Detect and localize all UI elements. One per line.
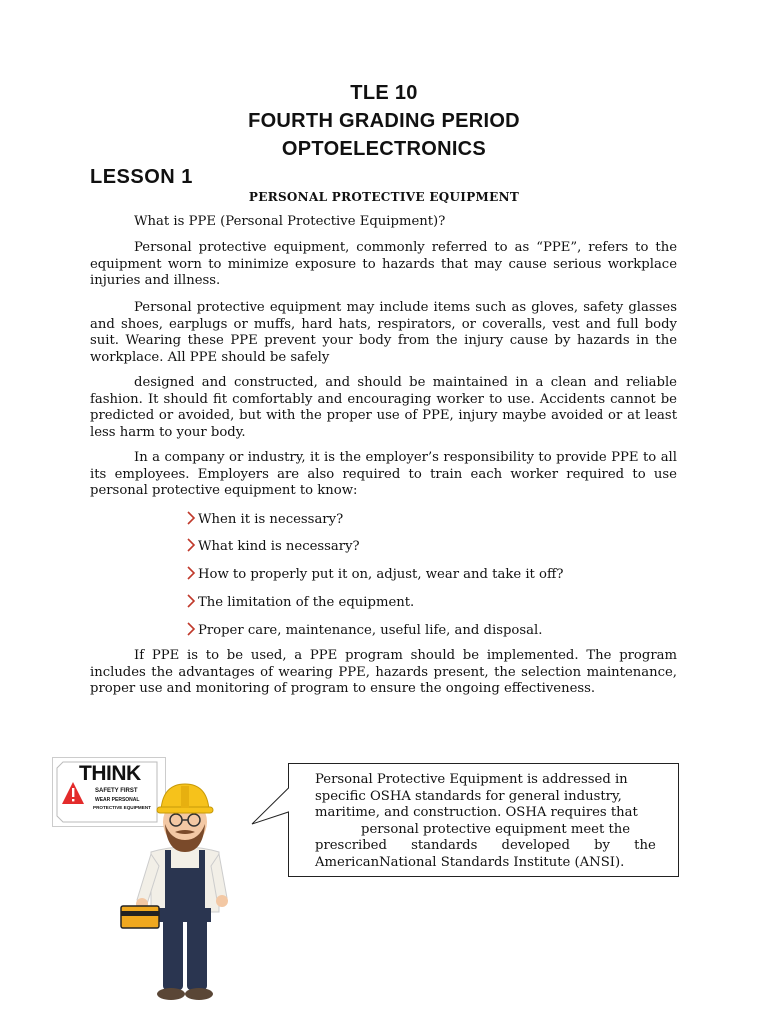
title-line-2: FOURTH GRADING PERIOD bbox=[248, 110, 520, 132]
topic-heading: PERSONAL PROTECTIVE EQUIPMENT bbox=[248, 190, 520, 204]
paragraph-design: designed and constructed, and should be maintained in a clean and reliable fashion. It should fit comfortably and encouraging worker to use. Accidents cannot be predicted or avoided, but with the proper use of PPE, injury maybe avoided or at least less harm to your body. bbox=[90, 375, 677, 440]
chevron-right-icon bbox=[186, 538, 196, 552]
paragraph-employer: In a company or industry, it is the employer’s responsibility to provide PPE to all its employees. Employers are also required to train each worker required to use personal protective equipment to know: bbox=[90, 450, 677, 498]
list-item: Proper care, maintenance, useful life, and disposal. bbox=[186, 622, 542, 639]
list-item: How to properly put it on, adjust, wear and take it off? bbox=[186, 566, 563, 583]
list-item: What kind is necessary? bbox=[186, 538, 360, 555]
bubble-text: Personal Protective Equipment is addressed in specific OSHA standards for general industry, maritime, and construction. OSHA requires that personal protective equipment meet the prescribed standards developed by the AmericanNational Standards Institute (ANSI). bbox=[315, 772, 656, 870]
list-item: The limitation of the equipment. bbox=[186, 594, 414, 611]
sign-line-3: PROTECTIVE EQUIPMENT bbox=[93, 805, 151, 810]
sign-line-2: WEAR PERSONAL bbox=[95, 797, 140, 803]
title-line-3: OPTOELECTRONICS bbox=[281, 138, 487, 160]
paragraph-definition: Personal protective equipment, commonly referred to as “PPE”, refers to the equipment worn to minimize exposure to hazards that may cause serious workplace injuries and illness. bbox=[90, 240, 677, 288]
lesson-heading: LESSON 1 bbox=[90, 166, 193, 188]
title-line-1: TLE 10 bbox=[350, 82, 418, 104]
chevron-right-icon bbox=[186, 622, 196, 636]
list-item: When it is necessary? bbox=[186, 511, 343, 528]
paragraph-program: If PPE is to be used, a PPE program should be implemented. The program includes the advantages of wearing PPE, hazards present, the selection maintenance, proper use and monitoring of program to ensure the ongoing effectiveness. bbox=[90, 648, 677, 696]
sign-line-1: SAFETY FIRST bbox=[95, 788, 138, 794]
chevron-right-icon bbox=[186, 511, 196, 525]
worker-illustration bbox=[115, 780, 235, 1010]
chevron-right-icon bbox=[186, 594, 196, 608]
chevron-right-icon bbox=[186, 566, 196, 580]
paragraph-examples: Personal protective equipment may include items such as gloves, safety glasses and shoes, earplugs or muffs, hard hats, respirators, or coveralls, vest and full body suit. Wearing these PPE prevent your body from the injury cause by hazards in the workplace. All PPE should be safely bbox=[90, 300, 677, 365]
sign-title: THINK bbox=[79, 762, 141, 785]
paragraph-question: What is PPE (Personal Protective Equipment)? bbox=[134, 214, 446, 229]
